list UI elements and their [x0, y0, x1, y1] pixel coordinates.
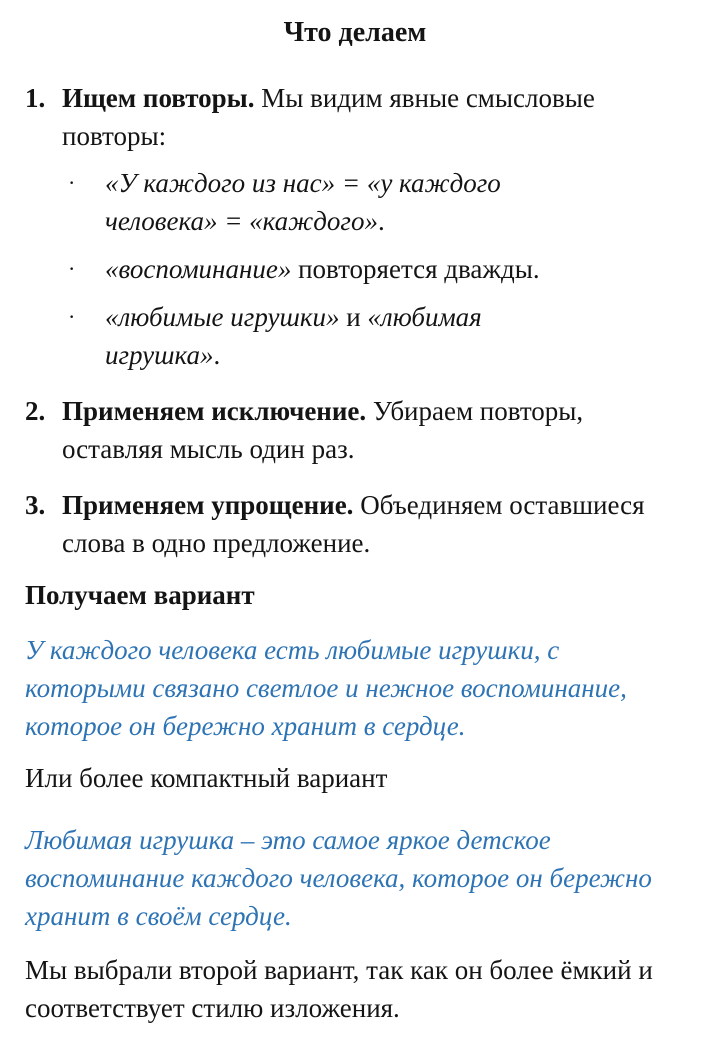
example-regular-run: .: [377, 206, 385, 236]
step-item-2: [25, 392, 680, 468]
example-item-2: [68, 250, 680, 288]
step-body: [62, 392, 680, 468]
step-body: [62, 79, 680, 374]
example-italic-run: «любимая игрушка»: [105, 302, 482, 370]
step-text: [62, 79, 680, 155]
step-item-3: [25, 486, 680, 562]
step-number: 2.: [25, 396, 46, 426]
step-lead-bold: Применяем исключение.: [62, 396, 367, 426]
variant-1-text: У каждого человека есть любимые игрушки, с которыми связано светлое и нежное воспоминание, которое он бережно хранит в сердце.: [25, 635, 627, 741]
step-text: [62, 486, 680, 562]
example-item-3: [68, 298, 680, 374]
steps-list: [25, 79, 680, 562]
example-item-1: [68, 164, 680, 240]
step-rest: Убираем повторы, оставляя мысль один раз.: [62, 396, 584, 464]
conclusion-text: Мы выбрали второй вариант, так как он более ёмкий и соответствует стилю изложения.: [25, 955, 653, 1023]
bullet-icon: ·: [68, 170, 76, 195]
example-regular-run: и: [339, 302, 368, 332]
variant-2-text: Любимая игрушка – это самое яркое детское воспоминание каждого человека, которое он бережно хранит в своём сердце.: [25, 825, 652, 931]
example-italic-run: «любимые игрушки»: [105, 302, 340, 332]
step-item-1: [25, 79, 680, 374]
example-italic-run: «воспоминание»: [105, 254, 292, 284]
step-lead-bold: Ищем повторы.: [62, 83, 255, 113]
document-page: [0, 14, 709, 1047]
example-text: [105, 250, 540, 288]
alt-variant-label: Или более компактный вариант: [25, 763, 388, 793]
step-text: [62, 392, 680, 468]
example-italic-run: «У каждого из нас» = «у каждого человека» = «каждого»: [105, 168, 501, 236]
step-lead-bold: Применяем упрощение.: [62, 490, 354, 520]
step-number: 1.: [25, 83, 46, 113]
result-heading: Получаем вариант: [25, 580, 255, 610]
bullet-icon: ·: [68, 256, 76, 281]
step-rest: Мы видим явные смысловые повторы:: [62, 83, 595, 151]
page-title: Что делаем: [283, 17, 427, 48]
example-regular-run: .: [213, 340, 221, 370]
step-number: 3.: [25, 490, 46, 520]
step-rest: Объединяем оставшиеся слова в одно предложение.: [62, 490, 645, 558]
examples-list: [62, 164, 680, 374]
example-regular-run: повторяется дважды.: [291, 254, 540, 284]
example-text: [105, 298, 600, 374]
example-text: [105, 164, 600, 240]
step-body: [62, 486, 680, 562]
bullet-icon: ·: [68, 304, 76, 329]
